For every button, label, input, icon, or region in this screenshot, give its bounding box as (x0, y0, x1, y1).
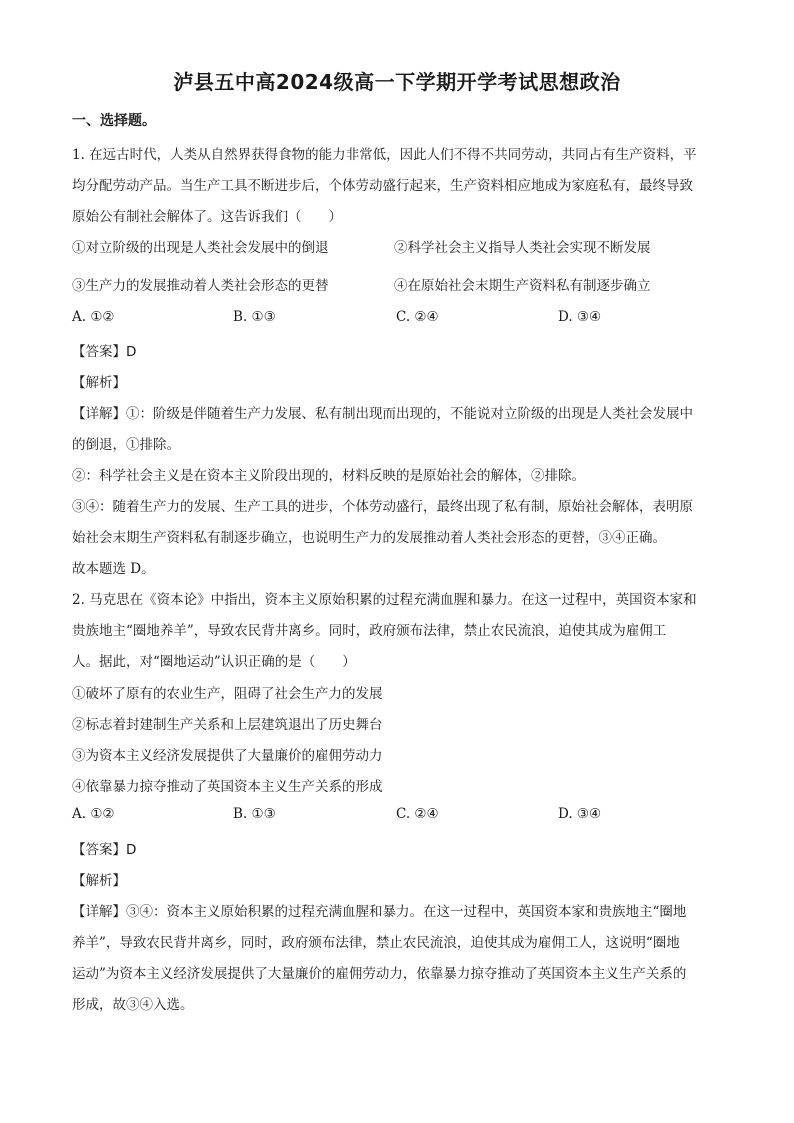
q1-answer: 【答案】D (72, 344, 137, 360)
q2-detail-line: 养羊”，导致农民背井离乡，同时，政府颁布法律，禁止农民流浪，迫使其成为雇佣工人，这说明“圈地 (72, 935, 680, 951)
q2-analysis-label: 【解析】 (72, 873, 126, 889)
q1-option-d: D. ③④ (558, 309, 602, 325)
q1-stem-line: 1. 在远古时代，人类从自然界获得食物的能力非常低，因此人们不得不共同劳动，共同占有生产资料，平 (72, 147, 697, 163)
q1-statement: ④在原始社会末期生产资料私有制逐步确立 (394, 278, 651, 294)
q2-stem-line: 贵族地主“圈地养羊”，导致农民背井离乡。同时，政府颁布法律，禁止农民流浪，迫使其成为雇佣工 (72, 623, 667, 639)
q1-detail-line: ③④：随着生产力的发展、生产工具的进步，个体劳动盛行，最终出现了私有制，原始社会解体，表明原 (72, 499, 693, 515)
q2-answer: 【答案】D (72, 842, 137, 858)
q1-option-c: C. ②④ (396, 309, 439, 325)
q1-stem-line: 原始公有制社会解体了。这告诉我们（ ） (72, 209, 342, 225)
q2-detail-line: 形成，故③④入选。 (72, 997, 194, 1013)
q1-detail-line: 【详解】①：阶级是伴随着生产力发展、私有制出现而出现的，不能说对立阶级的出现是人类社会发展中 (72, 406, 693, 422)
q1-statement: ③生产力的发展推动着人类社会形态的更替 (72, 278, 329, 294)
q2-stem-line: 2. 马克思在《资本论》中指出，资本主义原始积累的过程充满血腥和暴力。在这一过程中，英国资本家和 (72, 592, 697, 608)
section-heading: 一、选择题。 (72, 113, 156, 129)
q1-detail-line: 始社会末期生产资料私有制逐步确立，也说明生产力的发展推动着人类社会形态的更替，③④正确。 (72, 530, 666, 546)
q2-detail-line: 运动”为资本主义经济发展提供了大量廉价的雇佣劳动力，依靠暴力掠夺推动了英国资本主义生产关系的 (72, 966, 687, 982)
q2-stem-line: 人。据此，对“圈地运动”认识正确的是（ ） (72, 654, 356, 670)
q2-option-b: B. ①③ (233, 806, 276, 822)
q2-option-a: A. ①② (72, 806, 115, 822)
q2-statement: ②标志着封建制生产关系和上层建筑退出了历史舞台 (72, 717, 383, 733)
q1-analysis-label: 【解析】 (72, 375, 126, 391)
q1-stem-line: 均分配劳动产品。当生产工具不断进步后，个体劳动盛行起来，生产资料相应地成为家庭私有，最终导致 (72, 178, 693, 194)
q1-detail-line: ②：科学社会主义是在资本主义阶段出现的，材料反映的是原始社会的解体，②排除。 (72, 468, 585, 484)
page-title: 泸县五中高2024级高一下学期开学考试思想政治 (173, 70, 621, 94)
q1-statement: ②科学社会主义指导人类社会实现不断发展 (394, 240, 651, 256)
q1-detail-line: 的倒退，①排除。 (72, 437, 180, 453)
q2-statement: ④依靠暴力掠夺推动了英国资本主义生产关系的形成 (72, 779, 383, 795)
q1-option-b: B. ①③ (233, 309, 276, 325)
q2-option-d: D. ③④ (558, 806, 602, 822)
q2-detail-line: 【详解】③④：资本主义原始积累的过程充满血腥和暴力。在这一过程中，英国资本家和贵族地主“圈地 (72, 904, 687, 920)
q1-option-a: A. ①② (72, 309, 115, 325)
q2-statement: ③为资本主义经济发展提供了大量廉价的雇佣劳动力 (72, 748, 383, 764)
q2-option-c: C. ②④ (396, 806, 439, 822)
q1-statement: ①对立阶级的出现是人类社会发展中的倒退 (72, 240, 329, 256)
q2-statement: ①破坏了原有的农业生产，阻碍了社会生产力的发展 (72, 686, 383, 702)
q1-detail-line: 故本题选 D。 (72, 561, 155, 577)
